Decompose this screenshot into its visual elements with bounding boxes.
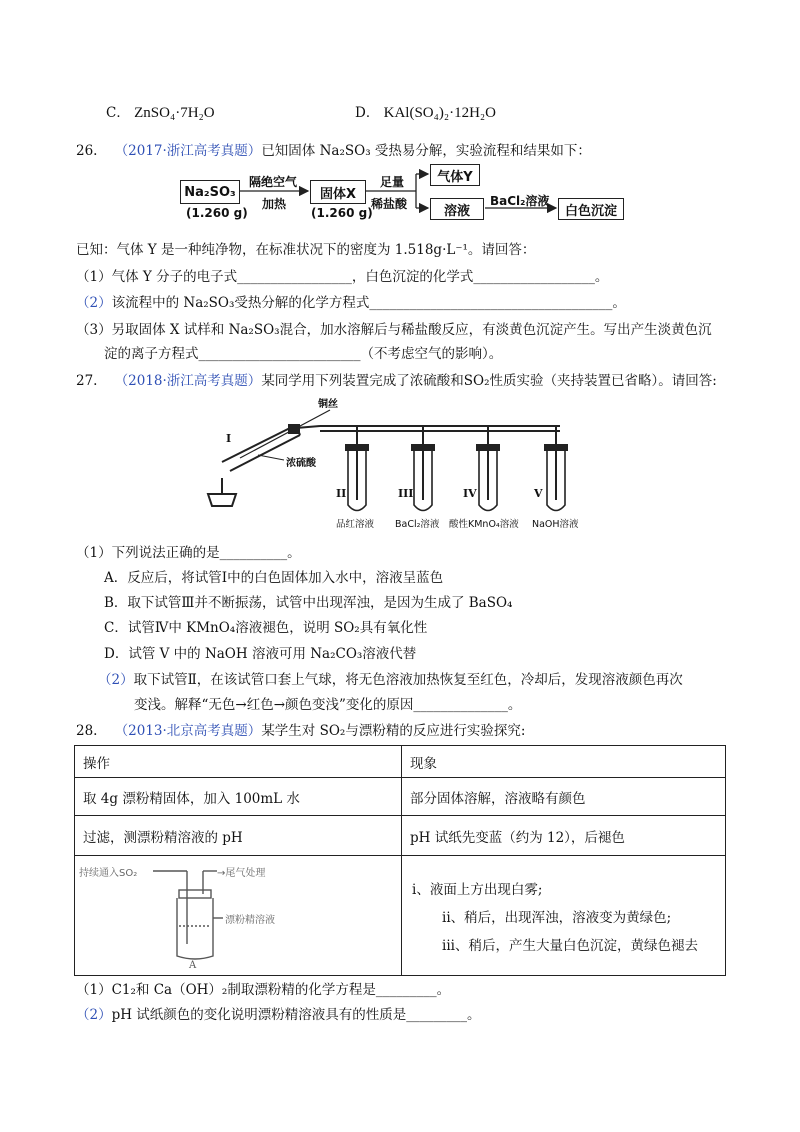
q27-part1: （1）下列说法正确的是__________。 xyxy=(76,545,301,561)
q27-source: （2018·浙江高考真题） xyxy=(114,373,262,389)
flow-arrow2-top: 足量 xyxy=(380,175,405,189)
option-c-label: C． xyxy=(106,105,130,121)
apparatus-tube-label-2: 品红溶液 xyxy=(336,519,375,530)
q27-option-c: C．试管Ⅳ中 KMnO₄溶液褪色，说明 SO₂具有氧化性 xyxy=(104,620,428,636)
flow-arrow3: BaCl₂溶液 xyxy=(490,194,550,208)
apparatus-tube-number-4: IV xyxy=(463,487,477,500)
table-header-operation: 操作 xyxy=(75,746,402,778)
q27-option-a: A．反应后，将试管Ⅰ中的白色固体加入水中，溶液呈蓝色 xyxy=(104,570,444,586)
option-d-label: D． xyxy=(355,105,380,121)
q28-table xyxy=(74,745,726,976)
apparatus-label-tube-1: I xyxy=(226,432,232,445)
table-cell-apparatus xyxy=(75,856,402,976)
q28-stem xyxy=(76,719,525,739)
q27-stem-text: 某同学用下列装置完成了浓硫酸和SO₂性质实验（夹持装置已省略）。请回答: xyxy=(261,373,717,389)
q26-part2-number: （2） xyxy=(76,295,112,311)
table-cell-operation-1: 取 4g 漂粉精固体，加入 100mL 水 xyxy=(75,778,402,816)
q28-part2-number: （2） xyxy=(76,1007,112,1023)
q28-part2-text: pH 试纸颜色的变化说明漂粉精溶液具有的性质是_________。 xyxy=(111,1007,481,1023)
q26-part3-line2: 淀的离子方程式________________________（不考虑空气的影响）。 xyxy=(104,346,503,362)
table-header-phenomenon: 现象 xyxy=(402,746,726,778)
q27-part2-number: （2） xyxy=(98,672,134,688)
q28-stem-text: 某学生对 SO₂与漂粉精的反应进行实验探究: xyxy=(261,723,526,739)
table-header-row xyxy=(75,746,726,778)
q27-part2-text: 取下试管Ⅱ，在该试管口套上气球，将无色溶液加热恢复至红色，冷却后，发现溶液颜色再次 xyxy=(133,672,683,688)
apparatus-label-acid: 浓硫酸 xyxy=(286,458,316,469)
flow-arrow2-bottom: 稀盐酸 xyxy=(371,197,408,211)
q28-part2 xyxy=(76,1003,481,1023)
table-row xyxy=(75,856,726,976)
flow-arrow1-bottom: 加热 xyxy=(262,197,287,211)
flow-box-precipitate-label: 白色沉淀 xyxy=(564,203,617,219)
flow-box-gas-y-label: 气体Y xyxy=(437,169,473,185)
apparatus-label-copper: 铜丝 xyxy=(318,399,338,410)
flow-mass-2: (1.260 g) xyxy=(311,206,373,220)
q27-option-d: D．试管 V 中的 NaOH 溶液可用 Na₂CO₃溶液代替 xyxy=(104,646,417,662)
table-row xyxy=(75,816,726,856)
q28-number: 28. xyxy=(76,723,98,739)
apparatus-outlet-label: →尾气处理 xyxy=(217,868,266,879)
table-cell-operation-2: 过滤，测漂粉精溶液的 pH xyxy=(75,816,402,856)
apparatus-tube-number-3: III xyxy=(398,487,414,500)
apparatus-inlet-label: 持续通入SO₂ xyxy=(79,868,138,879)
apparatus-tube-label-3: BaCl₂溶液 xyxy=(395,519,440,530)
apparatus-bottle-label: A xyxy=(189,960,197,971)
q27-number: 27. xyxy=(76,373,98,389)
table-cell-observations xyxy=(402,856,726,976)
apparatus-tube-number-5: V xyxy=(534,487,543,500)
option-c-formula: ZnSO₄·7H₂O xyxy=(134,105,215,121)
observation-1: i、液面上方出现白雾; xyxy=(412,882,543,898)
flow-box-na2so3-label: Na₂SO₃ xyxy=(184,184,236,200)
flow-mass-1: (1.260 g) xyxy=(186,206,248,220)
apparatus-tube-label-4: 酸性KMnO₄溶液 xyxy=(449,519,519,530)
observation-3: iii、稍后，产生大量白色沉淀，黄绿色褪去 xyxy=(442,938,698,954)
q27-option-b: B．取下试管Ⅲ并不断振荡，试管中出现浑浊，是因为生成了 BaSO₄ xyxy=(104,595,513,611)
q26-stem-text: 已知固体 Na₂SO₃ 受热易分解，实验流程和结果如下： xyxy=(261,143,591,159)
table-cell-phenomenon-1: 部分固体溶解，溶液略有颜色 xyxy=(402,778,726,816)
q28-source: （2013·北京高考真题） xyxy=(114,723,262,739)
flow-box-solution-label: 溶液 xyxy=(443,203,470,219)
q26-known: 已知：气体 Y 是一种纯净物，在标准状况下的密度为 1.518g·L⁻¹。请回答： xyxy=(76,242,536,258)
q26-part3-line1: （3）另取固体 X 试样和 Na₂SO₃混合，加水溶解后与稀盐酸反应，有淡黄色沉淀产生。写出产生淡黄色沉 xyxy=(76,322,712,338)
apparatus-tube-label-5: NaOH溶液 xyxy=(532,519,579,530)
option-d-formula: KAl(SO₄)₂·12H₂O xyxy=(383,105,496,121)
flow-arrow1-top: 隔绝空气 xyxy=(249,175,298,189)
observation-2: ii、稍后，出现浑浊，溶液变为黄绿色; xyxy=(442,910,672,926)
flow-box-solid-x-label: 固体X xyxy=(319,186,357,202)
apparatus-solution-label: 漂粉精溶液 xyxy=(225,915,275,926)
q26-part2-text: 该流程中的 Na₂SO₃受热分解的化学方程式____________________________________。 xyxy=(111,295,626,311)
q26-number: 26. xyxy=(76,143,98,159)
q26-source: （2017·浙江高考真题） xyxy=(114,143,262,159)
q28-part1: （1）C1₂和 Ca（OH）₂制取漂粉精的化学方程是_________。 xyxy=(76,982,451,998)
table-cell-phenomenon-2: pH 试纸先变蓝（约为 12），后褪色 xyxy=(402,816,726,856)
q27-part2-line1 xyxy=(98,668,683,688)
q26-part1: （1）气体 Y 分子的电子式_________________，白色沉淀的化学式__________________。 xyxy=(76,269,609,285)
apparatus-tube-number-2: II xyxy=(336,487,347,500)
table-row xyxy=(75,778,726,816)
q27-part2-line2: 变浅。解释“无色→红色→颜色变浅”变化的原因______________。 xyxy=(134,697,522,713)
